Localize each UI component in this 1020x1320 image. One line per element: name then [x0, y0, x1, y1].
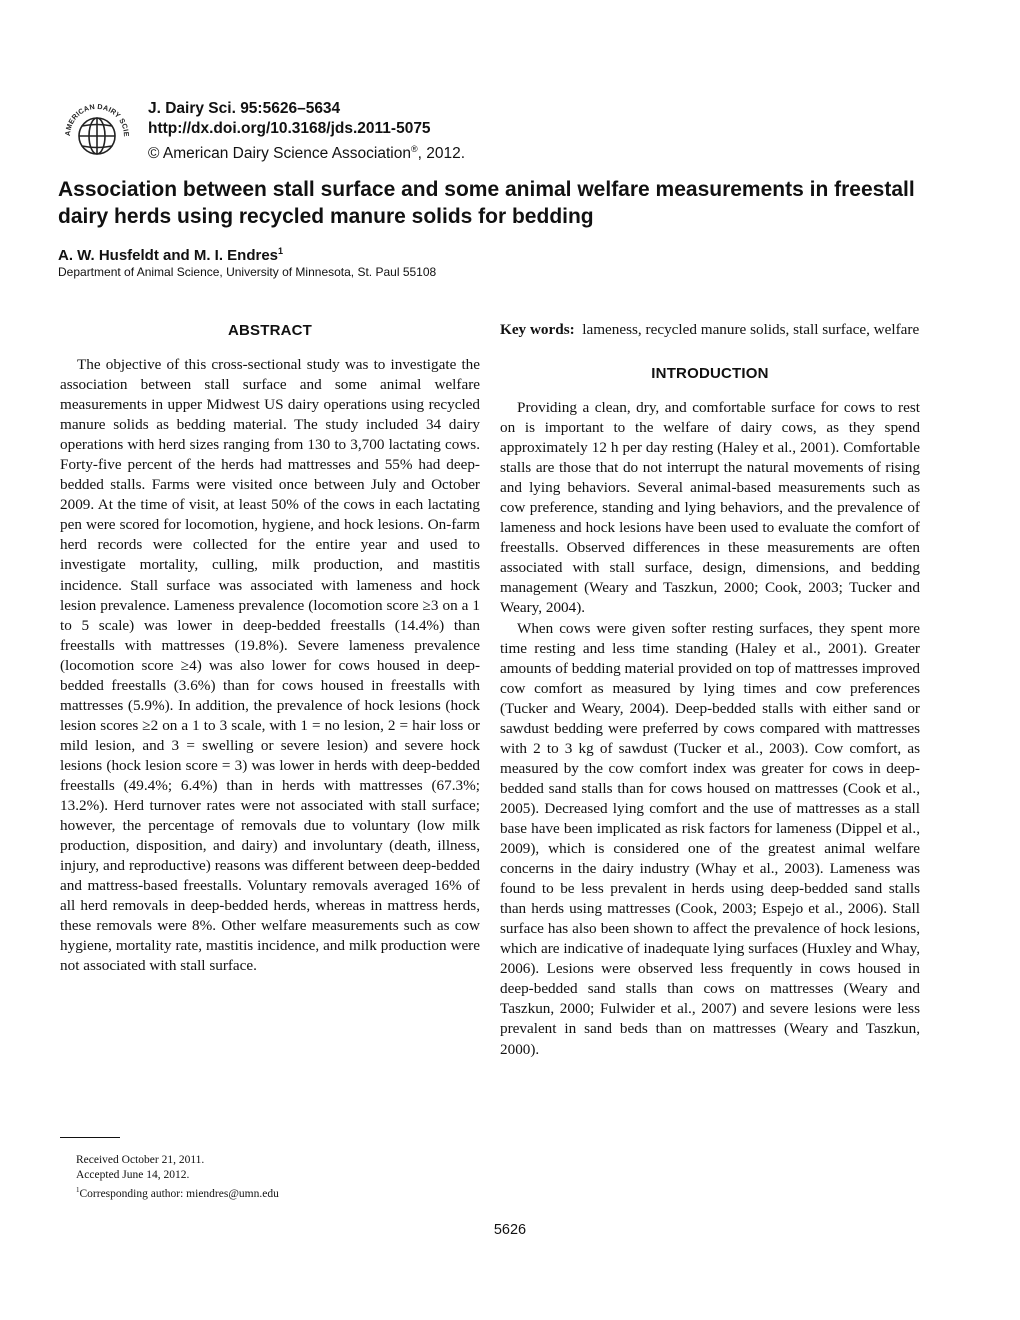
footnotes: [76, 1153, 279, 1202]
abstract-heading: ABSTRACT: [227, 322, 313, 339]
keywords-label: Key words:: [500, 321, 575, 338]
author-line: [58, 246, 283, 264]
author-footnote-mark: 1: [278, 246, 284, 256]
corresponding-mark: 1: [76, 1186, 80, 1194]
globe-icon: [79, 118, 115, 154]
keywords: [500, 320, 920, 340]
footnote-rule: [60, 1137, 120, 1138]
right-column: [500, 320, 920, 1060]
intro-paragraph-1: Providing a clean, dry, and comfortable surface for cows to rest on is important to the welfare of dairy cows, as they spend approximately 12 h per day resting (Haley et al., 2001). Comfortable stalls are those that do not interrupt the natural movements of rising and lying behaviors. Several animal-based measurements such as cow preference, standing and lying behaviors, and the prevalence of lameness and hock lesions have been used to evaluate the comfort of freestalls. Observed differences in these measurements are often associated with stall surface, design, dimensions, and bedding management (Weary and Taszkun, 2000; Cook, 2003; Tucker and Weary, 2004).: [500, 399, 920, 617]
keywords-text: lameness, recycled manure solids, stall surface, welfare: [582, 321, 920, 338]
journal-logo: [58, 92, 136, 170]
logo-text: AMERICAN DAIRY SCIE: [62, 101, 132, 138]
left-column: [60, 320, 480, 976]
abstract-text: The objective of this cross-sectional study was to investigate the association between stall surface and some animal welfare measurements in upper Midwest US dairy operations using recycled manure solids as bedding material. The study included 34 dairy operations with herd sizes ranging from 130 to 3,700 lactating cows. Forty-five percent of the herds had mattresses and 55% had deep-bedded stalls. Farms were visited once between July and October 2009. At the time of visit, at least 50% of the cows in each lactating pen were scored for locomotion, hygiene, and hock lesions. On-farm herd records were collected for the entire year and used to investigate mortality, culling, milk production, and mastitis incidence. Stall surface was associated with lameness and hock lesion prevalence. Lameness prevalence (locomotion score ≥3 on a 1 to 5 scale) was lower in deep-bedded freestalls (14.4%) than freestalls with mattresses (19.8%). Severe lameness prevalence (locomotion score ≥4) was also lower for cows housed in deep-bedded freestalls (3.6%) than for cows housed in freestalls with mattresses (5.9%). In addition, the prevalence of hock lesions (hock lesion scores ≥2 on a 1 to 3 scale, with 1 = no lesion, 2 = hair loss or mild lesion, and 3 = swelling or severe lesion) and severe hock lesions (hock lesion score = 3) was lower in herds with deep-bedded freestalls (49.4%; 6.4%) than in herds with mattresses (67.3%; 13.2%). Herd turnover rates were not associated with stall surface; however, the percentage of removals due to voluntary (low milk production, disposition, and dairy) and involuntary (death, illness, injury, and reproductive) reasons was different between deep-bedded and mattress-based freestalls. Voluntary removals averaged 16% of all herd removals in deep-bedded herds, whereas in mattress herds, these removals were 8%. Other welfare measurements such as cow hygiene, mortality rate, mastitis incidence, and milk production were not associated with stall surface.: [60, 356, 480, 975]
intro-paragraph-2: When cows were given softer resting surfaces, they spent more time resting and less time standing (Haley et al., 2001). Greater amounts of bedding material provided on top of mattresses improved cow comfort as measured by lying times and cow preferences (Tucker and Weary, 2004). Deep-bedded stalls with either sand or sawdust bedding were preferred by cows compared with mattresses with 2 to 3 kg of sawdust (Tucker et al., 2003). Cow comfort, as measured by the cow comfort index was greater for cows in deep-bedded sand stalls than for cows housed on mattresses (Cook et al., 2005). Decreased lying comfort and the use of mattresses as a stall base have been implicated as risk factors for lameness (Dippel et al., 2009), which is considered one of the greatest animal welfare concerns in the dairy industry (Whay et al., 2003). Lameness was found to be less prevalent in herds using deep-bedded sand stalls than herds using mattresses (Cook, 2003; Espejo et al., 2006). Stall surface has also been shown to affect the prevalence of hock lesions, which are indicative of inadequate lying surfaces (Huxley and Whay, 2006). Lesions were observed less frequently in cows housed in deep-bedded sand stalls than cows on mattresses (Weary and Taszkun, 2000; Fulwider et al., 2007) and severe lesions were less prevalent in sand beds than on mattresses (Weary and Taszkun, 2000).: [500, 619, 920, 1058]
copyright-text: © American Dairy Science Association: [148, 145, 411, 163]
doi-link[interactable]: http://dx.doi.org/10.3168/jds.2011-5075: [148, 120, 431, 137]
copyright-line: [148, 139, 465, 164]
corresponding-text: Corresponding author: miendres@umn.edu: [79, 1187, 279, 1200]
copyright-year: , 2012.: [417, 145, 466, 163]
journal-citation: J. Dairy Sci. 95:5626–5634: [148, 100, 341, 117]
corresponding-author: [76, 1183, 279, 1202]
received-date: Received October 21, 2011.: [76, 1154, 205, 1166]
introduction-heading: INTRODUCTION: [651, 365, 769, 382]
page-number: 5626: [493, 1222, 527, 1238]
accepted-date: Accepted June 14, 2012.: [76, 1169, 190, 1181]
article-title: Association between stall surface and some animal welfare measurements in freestall dairy herds using recycled manure solids for bedding: [58, 178, 915, 228]
journal-info: [148, 99, 465, 164]
registered-mark: ®: [410, 144, 418, 154]
affiliation: Department of Animal Science, University of Minnesota, St. Paul 55108: [58, 265, 437, 279]
authors: A. W. Husfeldt and M. I. Endres: [58, 247, 279, 264]
